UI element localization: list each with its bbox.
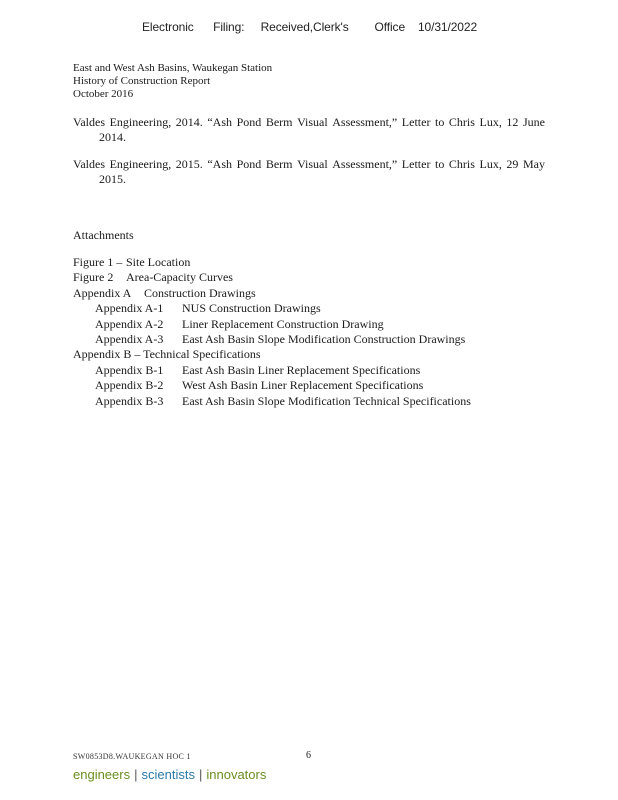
appendix-a2-code: Appendix A-2 xyxy=(95,316,164,331)
appendix-b1-title: East Ash Basin Liner Replacement Specifications xyxy=(182,362,421,377)
tagline-separator-1: | xyxy=(134,767,138,782)
appendix-a-title: Construction Drawings xyxy=(144,285,256,300)
appendix-b1-code: Appendix B-1 xyxy=(95,362,164,377)
appendix-a1-title: NUS Construction Drawings xyxy=(182,301,321,316)
tagline-innovators: innovators xyxy=(206,767,267,782)
appendix-a-label: Appendix A xyxy=(73,285,132,300)
reference-2-line1: Valdes Engineering, 2015. “Ash Pond Berm Visual Assessment,” Letter to Chris Lux, 29 May xyxy=(73,157,545,171)
attachments-heading: Attachments xyxy=(73,228,134,242)
list-item-figure-2 xyxy=(73,270,471,285)
figure-2-code: Figure 2 xyxy=(73,270,114,285)
page-number: 6 xyxy=(306,750,311,761)
figure-2-title: Area-Capacity Curves xyxy=(126,270,233,285)
list-item-appendix-a2 xyxy=(73,317,471,332)
reference-1-line2: 2014. xyxy=(99,130,126,144)
appendix-b3-code: Appendix B-3 xyxy=(95,393,164,408)
tagline-separator-2: | xyxy=(198,767,203,782)
list-item-appendix-a1 xyxy=(73,301,471,316)
list-item-appendix-b2 xyxy=(73,378,471,393)
appendix-b-label: Appendix B – Technical Specifications xyxy=(73,347,261,362)
header-report-title: History of Construction Report xyxy=(73,75,211,87)
appendix-a1-code: Appendix A-1 xyxy=(95,301,164,316)
reference-entry-2 xyxy=(73,157,545,187)
header-project-title: East and West Ash Basins, Waukegan Station xyxy=(73,62,273,74)
tagline-engineers: engineers xyxy=(73,767,131,782)
list-item-appendix-b1 xyxy=(73,363,471,378)
footer-tagline xyxy=(73,767,266,782)
list-item-appendix-b3 xyxy=(73,394,471,409)
list-item-figure-1 xyxy=(73,255,471,270)
appendix-b3-title: East Ash Basin Slope Modification Technical Specifications xyxy=(182,393,471,408)
appendix-b2-title: West Ash Basin Liner Replacement Specifications xyxy=(182,378,424,393)
reference-1-line1: Valdes Engineering, 2014. “Ash Pond Berm Visual Assessment,” Letter to Chris Lux, 12 June xyxy=(73,115,545,129)
appendix-a3-code: Appendix A-3 xyxy=(95,332,164,347)
electronic-filing-stamp: Electronic Filing: Received,Clerk's Office 10/31/2022 xyxy=(142,20,478,34)
header-date: October 2016 xyxy=(73,88,134,100)
footer-document-id: SW0853D8.WAUKEGAN HOC 1 xyxy=(73,752,191,761)
attachments-list xyxy=(73,255,471,409)
appendix-a3-title: East Ash Basin Slope Modification Construction Drawings xyxy=(182,332,466,347)
list-item-appendix-a3 xyxy=(73,332,471,347)
list-item-appendix-a xyxy=(73,286,471,301)
reference-2-line2: 2015. xyxy=(99,172,126,186)
reference-entry-1 xyxy=(73,115,545,145)
list-item-appendix-b xyxy=(73,347,471,362)
appendix-a2-title: Liner Replacement Construction Drawing xyxy=(182,316,384,331)
figure-1-code: Figure 1 – xyxy=(73,255,123,269)
tagline-scientists: scientists xyxy=(141,767,195,782)
appendix-b2-code: Appendix B-2 xyxy=(95,378,164,393)
figure-1-title: Site Location xyxy=(126,255,191,269)
document-header xyxy=(73,62,272,101)
